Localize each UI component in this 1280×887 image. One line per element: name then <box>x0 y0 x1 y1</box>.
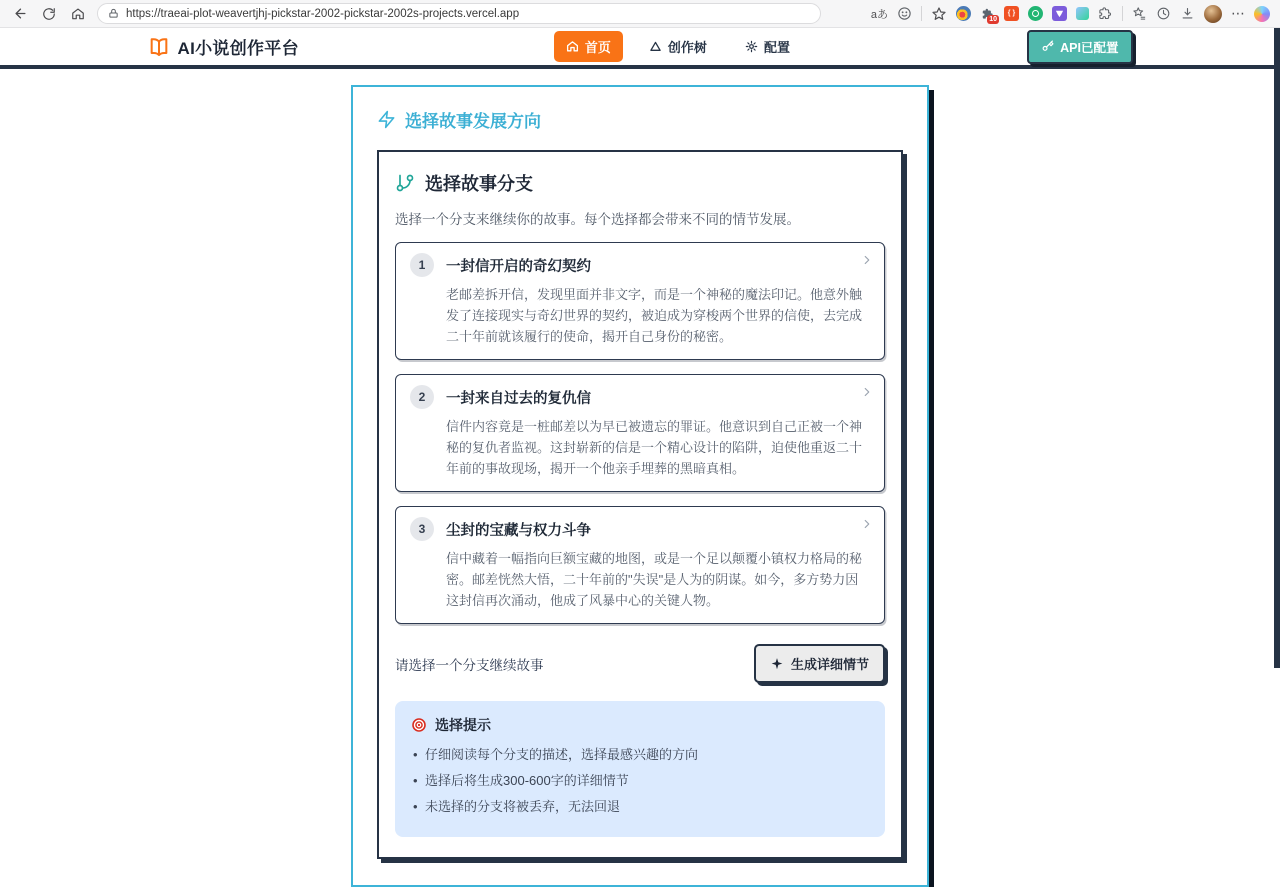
panel-subtitle: 选择一个分支来继续你的故事。每个选择都会带来不同的情节发展。 <box>395 212 800 227</box>
branch-title: 一封信开启的奇幻契约 <box>446 258 591 275</box>
browser-toolbar <box>0 0 1280 28</box>
extension-code-icon[interactable]: { } <box>1004 6 1019 21</box>
reload-icon <box>42 7 56 21</box>
arrow-left-icon <box>13 6 28 21</box>
feedback-smiley-icon[interactable] <box>897 6 912 21</box>
extension-puzzle-badged-icon[interactable] <box>980 6 995 21</box>
toolbar-divider <box>921 6 922 21</box>
target-icon <box>411 717 427 733</box>
selection-tips-box <box>395 701 885 837</box>
extensions-puzzle-icon[interactable] <box>1098 6 1113 21</box>
nav-creation-tree-label: 创作树 <box>667 40 707 55</box>
nav-config-label: 配置 <box>763 40 790 55</box>
page-scrollbar[interactable] <box>1274 28 1280 668</box>
api-button-label: API已配置 <box>1060 40 1119 55</box>
tips-title-row <box>411 715 869 735</box>
tip-item: • 未选择的分支将被丢弃，无法回退 <box>411 797 869 817</box>
main-nav <box>554 31 802 62</box>
branch-number-badge: 3 <box>410 517 434 541</box>
lightning-icon <box>377 110 396 129</box>
branch-option-3[interactable] <box>395 506 885 624</box>
url-text: https://traeai-plot-weavertjhj-pickstar-2002-pickstar-2002s-projects.vercel.app <box>126 7 520 20</box>
site-info-lock-icon <box>108 8 119 19</box>
toolbar-divider <box>1122 6 1123 21</box>
chevron-right-icon <box>860 385 874 399</box>
downloads-icon[interactable] <box>1180 6 1195 21</box>
branch-select-panel <box>377 150 903 859</box>
page-content <box>0 85 1280 814</box>
panel-title: 选择故事分支 <box>425 174 533 194</box>
tips-list <box>411 745 869 817</box>
extension-leaf-icon[interactable] <box>1076 7 1089 20</box>
api-configured-button[interactable] <box>1027 30 1132 64</box>
more-menu-icon[interactable]: ⋯ <box>1231 5 1245 21</box>
branch-option-2[interactable] <box>395 374 885 492</box>
copilot-icon[interactable] <box>1254 6 1270 22</box>
branch-option-1[interactable] <box>395 242 885 360</box>
branch-description: 老邮差拆开信，发现里面并非文字，而是一个神秘的魔法印记。他意外触发了连接现实与奇幻世界的契约，被迫成为穿梭两个世界的信使，去完成二十年前就该履行的使命，揭开自己身份的秘密。 <box>446 287 863 344</box>
chevron-right-icon <box>860 517 874 531</box>
key-icon <box>1041 40 1054 53</box>
home-icon <box>71 7 85 21</box>
branch-title: 尘封的宝藏与权力斗争 <box>446 522 591 539</box>
branch-title: 一封来自过去的复仇信 <box>446 390 591 407</box>
generate-plot-button[interactable] <box>754 644 885 683</box>
panel-footer <box>395 644 885 683</box>
app-brand <box>148 34 299 59</box>
extension-badge: 10 <box>989 16 997 23</box>
nav-config-button[interactable] <box>733 31 802 62</box>
select-branch-hint: 请选择一个分支继续故事 <box>395 657 544 673</box>
story-direction-card <box>351 85 929 887</box>
profile-avatar[interactable] <box>1204 5 1222 23</box>
address-bar[interactable] <box>97 3 821 24</box>
gear-icon <box>745 40 758 53</box>
translate-icon[interactable]: aあ <box>870 8 888 21</box>
branch-description: 信中藏着一幅指向巨额宝藏的地图，或是一个足以颠覆小镇权力格局的秘密。邮差恍然大悟，二十年前的"失误"是人为的阴谋。如今，多方势力因这封信再次涌动，他成了风暴中心的关键人物。 <box>446 551 863 608</box>
extension-purple-icon[interactable] <box>1052 6 1067 21</box>
home-icon <box>566 40 579 53</box>
nav-creation-tree-button[interactable] <box>637 31 719 62</box>
nav-home-button[interactable] <box>554 31 623 62</box>
app-header <box>0 28 1280 69</box>
reload-button[interactable] <box>39 4 59 24</box>
toolbar-right-icons <box>871 5 1270 23</box>
book-open-icon <box>148 36 170 58</box>
tip-item: • 选择后将生成300-600字的详细情节 <box>411 771 869 791</box>
tip-item: • 仔细阅读每个分支的描述，选择最感兴趣的方向 <box>411 745 869 765</box>
back-button[interactable] <box>10 4 30 24</box>
branch-number-badge: 2 <box>410 385 434 409</box>
section-title: 选择故事发展方向 <box>405 112 541 131</box>
tips-title: 选择提示 <box>435 717 491 733</box>
extension-bowl-icon[interactable] <box>956 6 971 21</box>
generate-plot-label: 生成详细情节 <box>790 657 869 672</box>
history-icon[interactable] <box>1156 6 1171 21</box>
sparkles-icon <box>770 657 784 671</box>
collections-icon[interactable] <box>1132 6 1147 21</box>
git-branch-icon <box>395 173 415 193</box>
chevron-right-icon <box>860 253 874 267</box>
branch-description: 信件内容竟是一桩邮差以为早已被遗忘的罪证。他意识到自己正被一个神秘的复仇者监视。这封崭新的信是一个精心设计的陷阱，迫使他重返二十年前的事故现场，揭开一个他亲手埋葬的黑暗真相。 <box>446 419 863 476</box>
branch-number-badge: 1 <box>410 253 434 277</box>
extension-green-icon[interactable] <box>1028 6 1043 21</box>
section-title-row <box>377 107 903 132</box>
app-title: AI小说创作平台 <box>177 39 299 58</box>
panel-title-row <box>395 170 885 196</box>
favorites-star-icon[interactable] <box>931 6 947 22</box>
tree-triangle-icon <box>649 40 662 53</box>
home-button[interactable] <box>68 4 88 24</box>
nav-home-label: 首页 <box>584 40 611 55</box>
